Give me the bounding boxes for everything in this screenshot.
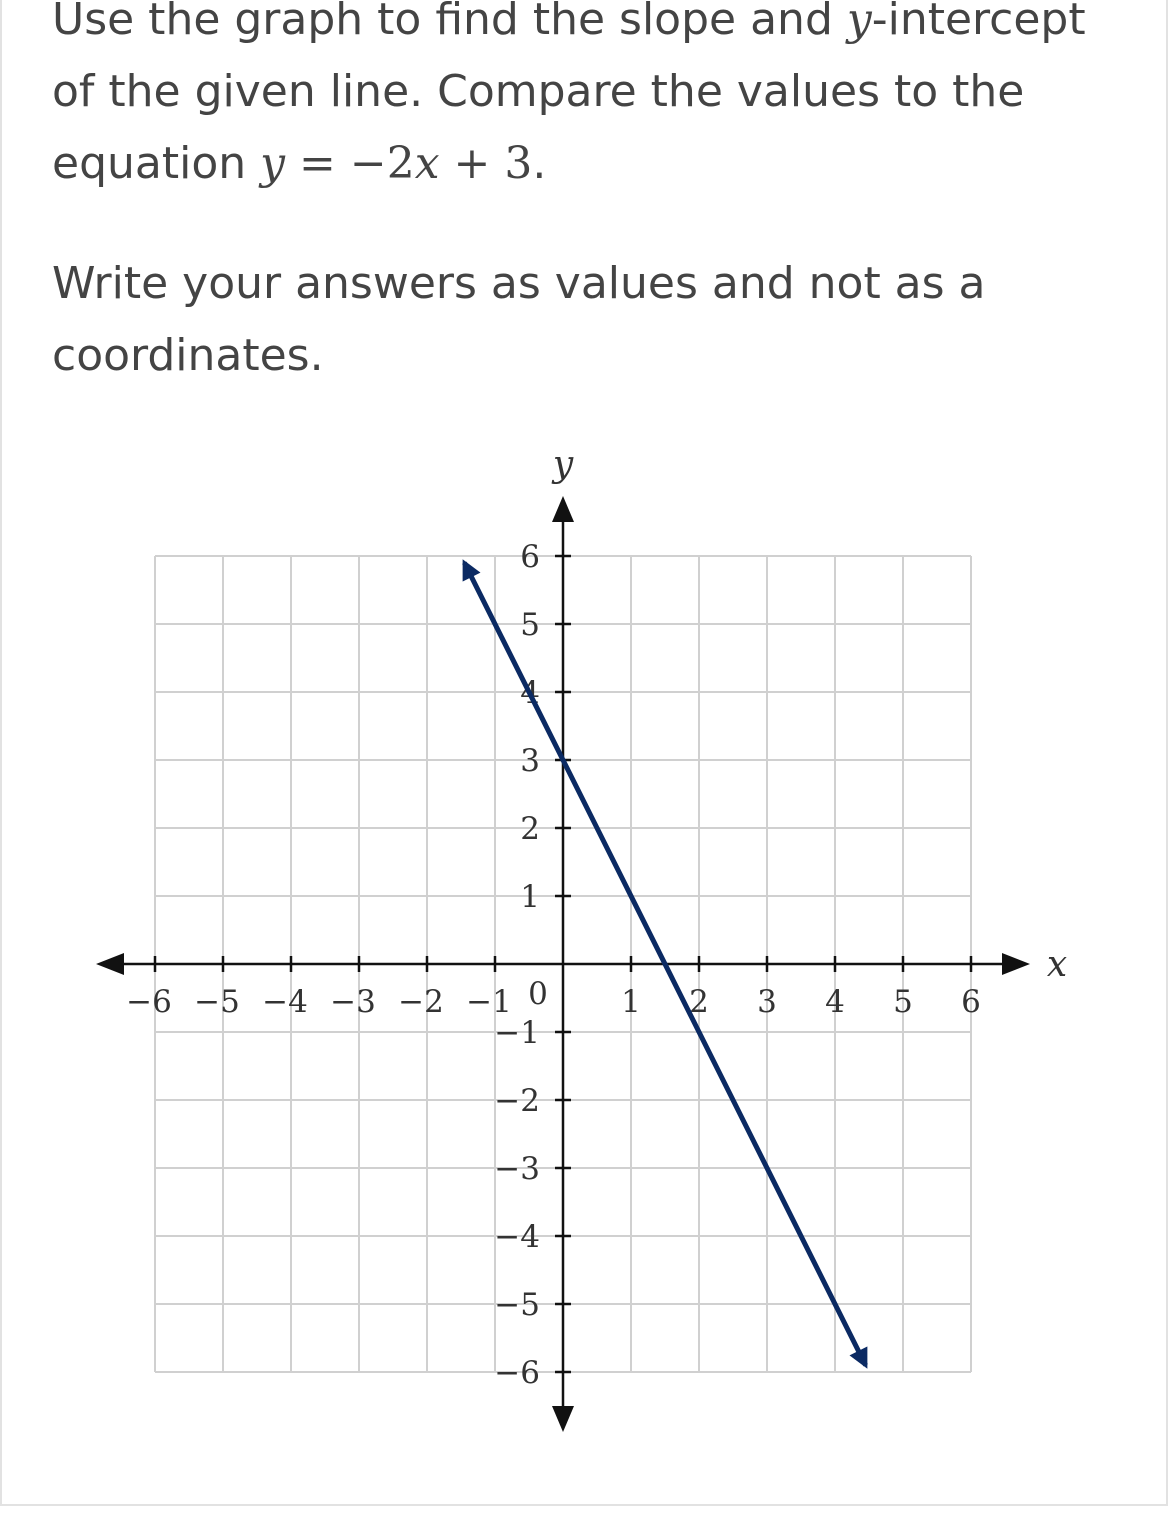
instruction-text: Write your answers as values and not as a coordinates. bbox=[52, 258, 986, 381]
x-axis-arrow-left bbox=[96, 953, 124, 975]
x-tick-label: −5 bbox=[194, 984, 240, 1020]
y-tick-label: −4 bbox=[494, 1219, 540, 1255]
x-axis-title: x bbox=[1046, 944, 1068, 985]
x-tick-label: −3 bbox=[330, 984, 376, 1020]
y-tick-label: −2 bbox=[494, 1083, 540, 1119]
x-tick-label: 1 bbox=[621, 984, 641, 1020]
x-tick-label: 6 bbox=[961, 984, 981, 1020]
y-tick-label: 6 bbox=[520, 539, 540, 575]
equation-x: x bbox=[414, 138, 440, 189]
x-axis-arrow-right bbox=[1002, 953, 1030, 975]
y-axis-arrow-down bbox=[552, 1406, 574, 1432]
y-tick-label: −1 bbox=[494, 1015, 540, 1051]
question-text: Use the graph to find the slope and y-intercept of the given line. Compare the values to the equation y = −2x + 3. bbox=[52, 0, 1132, 200]
y-tick-label: −6 bbox=[494, 1355, 540, 1391]
equation-coefficient: −2 bbox=[349, 138, 415, 189]
equation-y: y bbox=[260, 138, 285, 189]
equation-equals: = bbox=[284, 138, 350, 189]
x-tick-label: −2 bbox=[398, 984, 444, 1020]
y-tick-label: −5 bbox=[494, 1287, 540, 1323]
math-var-y: y bbox=[846, 0, 872, 45]
x-tick-label: −6 bbox=[126, 984, 172, 1020]
x-tick-label: 4 bbox=[825, 984, 845, 1020]
equation-constant: + 3 bbox=[439, 138, 533, 189]
origin-label: 0 bbox=[528, 976, 548, 1012]
y-axis-title: y bbox=[552, 444, 574, 485]
x-tick-label: −1 bbox=[466, 984, 512, 1020]
y-axis-arrow-up bbox=[552, 496, 574, 522]
y-tick-label: −3 bbox=[494, 1151, 540, 1187]
y-tick-label: 3 bbox=[520, 743, 540, 779]
x-tick-label: −4 bbox=[262, 984, 308, 1020]
y-tick-label: 2 bbox=[520, 811, 540, 847]
x-tick-label: 2 bbox=[689, 984, 709, 1020]
axes bbox=[96, 496, 1030, 1432]
tick-labels bbox=[126, 444, 1067, 1391]
y-tick-label: 5 bbox=[520, 607, 540, 643]
y-tick-label: 4 bbox=[520, 675, 540, 711]
y-tick-label: 1 bbox=[520, 879, 540, 915]
x-tick-label: 5 bbox=[893, 984, 913, 1020]
x-tick-label: 3 bbox=[757, 984, 777, 1020]
